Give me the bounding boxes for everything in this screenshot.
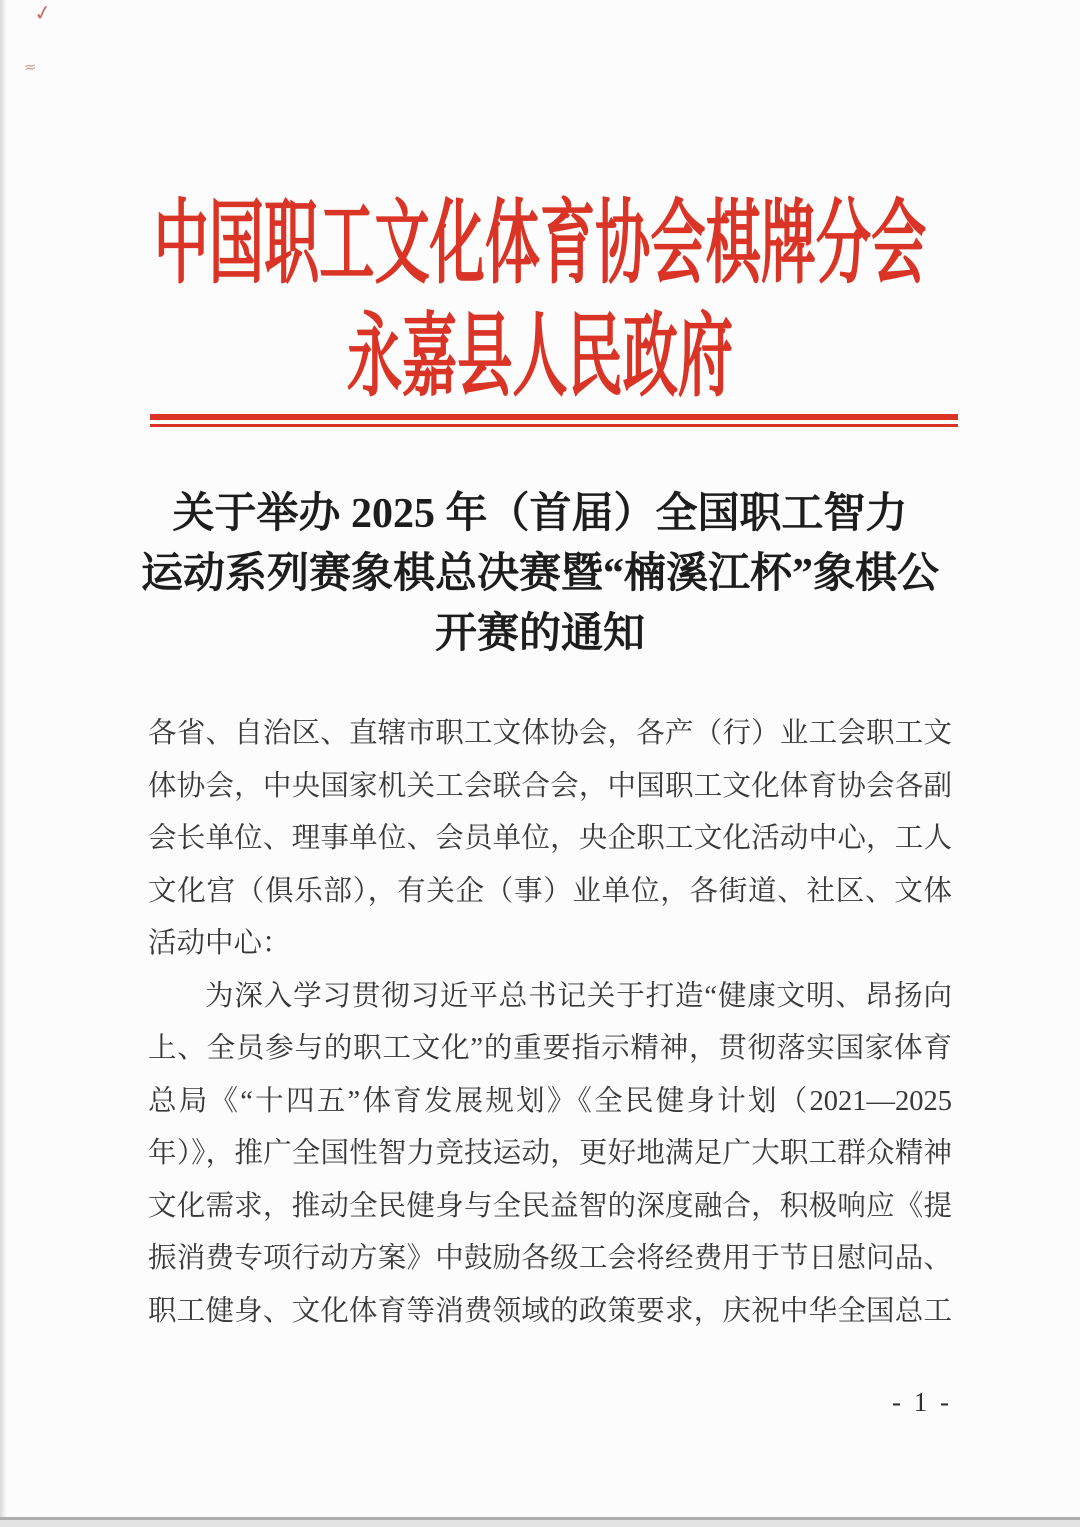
paragraph-line: 年）》，推广全国性智力竞技运动，更好地满足广大职工群众精神: [148, 1138, 952, 1169]
scan-edge-left: [0, 0, 7, 1527]
salutation-line: 活动中心：: [148, 928, 291, 959]
page-number: - 1 -: [892, 1387, 952, 1417]
title-line-2: 运动系列赛象棋总决赛暨“楠溪江杯”象棋公: [140, 551, 939, 597]
letterhead-org-line2: 永嘉县人民政府: [346, 307, 734, 409]
letterhead-divider-rule: [150, 414, 958, 427]
title-line-3: 开赛的通知: [434, 611, 645, 657]
salutation-line: 会长单位、理事单位、会员单位，央企职工文化活动中心，工人: [148, 823, 952, 854]
paragraph-line: 振消费专项行动方案》中鼓励各级工会将经费用于节日慰问品、: [148, 1243, 952, 1274]
scan-edge-bottom: [0, 1517, 1080, 1527]
document-title: [100, 484, 980, 664]
letterhead-org-line1: 中国职工文化体育协会棋牌分会: [153, 194, 927, 296]
document-body: [148, 708, 952, 1338]
salutation-line: 文化宫（俱乐部），有关企（事）业单位，各街道、社区、文体: [148, 875, 952, 907]
paragraph-line: 文化需求，推动全民健身与全民益智的深度融合，积极响应《提: [148, 1190, 952, 1222]
title-line-1: 关于举办 2025 年（首届）全国职工智力: [172, 491, 908, 537]
red-squiggle-mark-icon: ≈: [23, 57, 36, 77]
red-check-mark-icon: ✓: [32, 0, 54, 27]
paragraph-line: 上、全员参与的职工文化”的重要指示精神，贯彻落实国家体育: [148, 1033, 952, 1064]
salutation-line: 体协会，中央国家机关工会联合会，中国职工文化体育协会各副: [148, 770, 952, 802]
paragraph-line: 为深入学习贯彻习近平总书记关于打造“健康文明、昂扬向: [205, 980, 952, 1012]
paragraph-line: 职工健身、文化体育等消费领域的政策要求，庆祝中华全国总工: [148, 1295, 952, 1327]
paragraph-line: 总局《“十四五”体育发展规划》《全民健身计划（2021—2025: [148, 1085, 952, 1117]
salutation-line: 各省、自治区、直辖市职工文体协会，各产（行）业工会职工文: [148, 718, 952, 749]
